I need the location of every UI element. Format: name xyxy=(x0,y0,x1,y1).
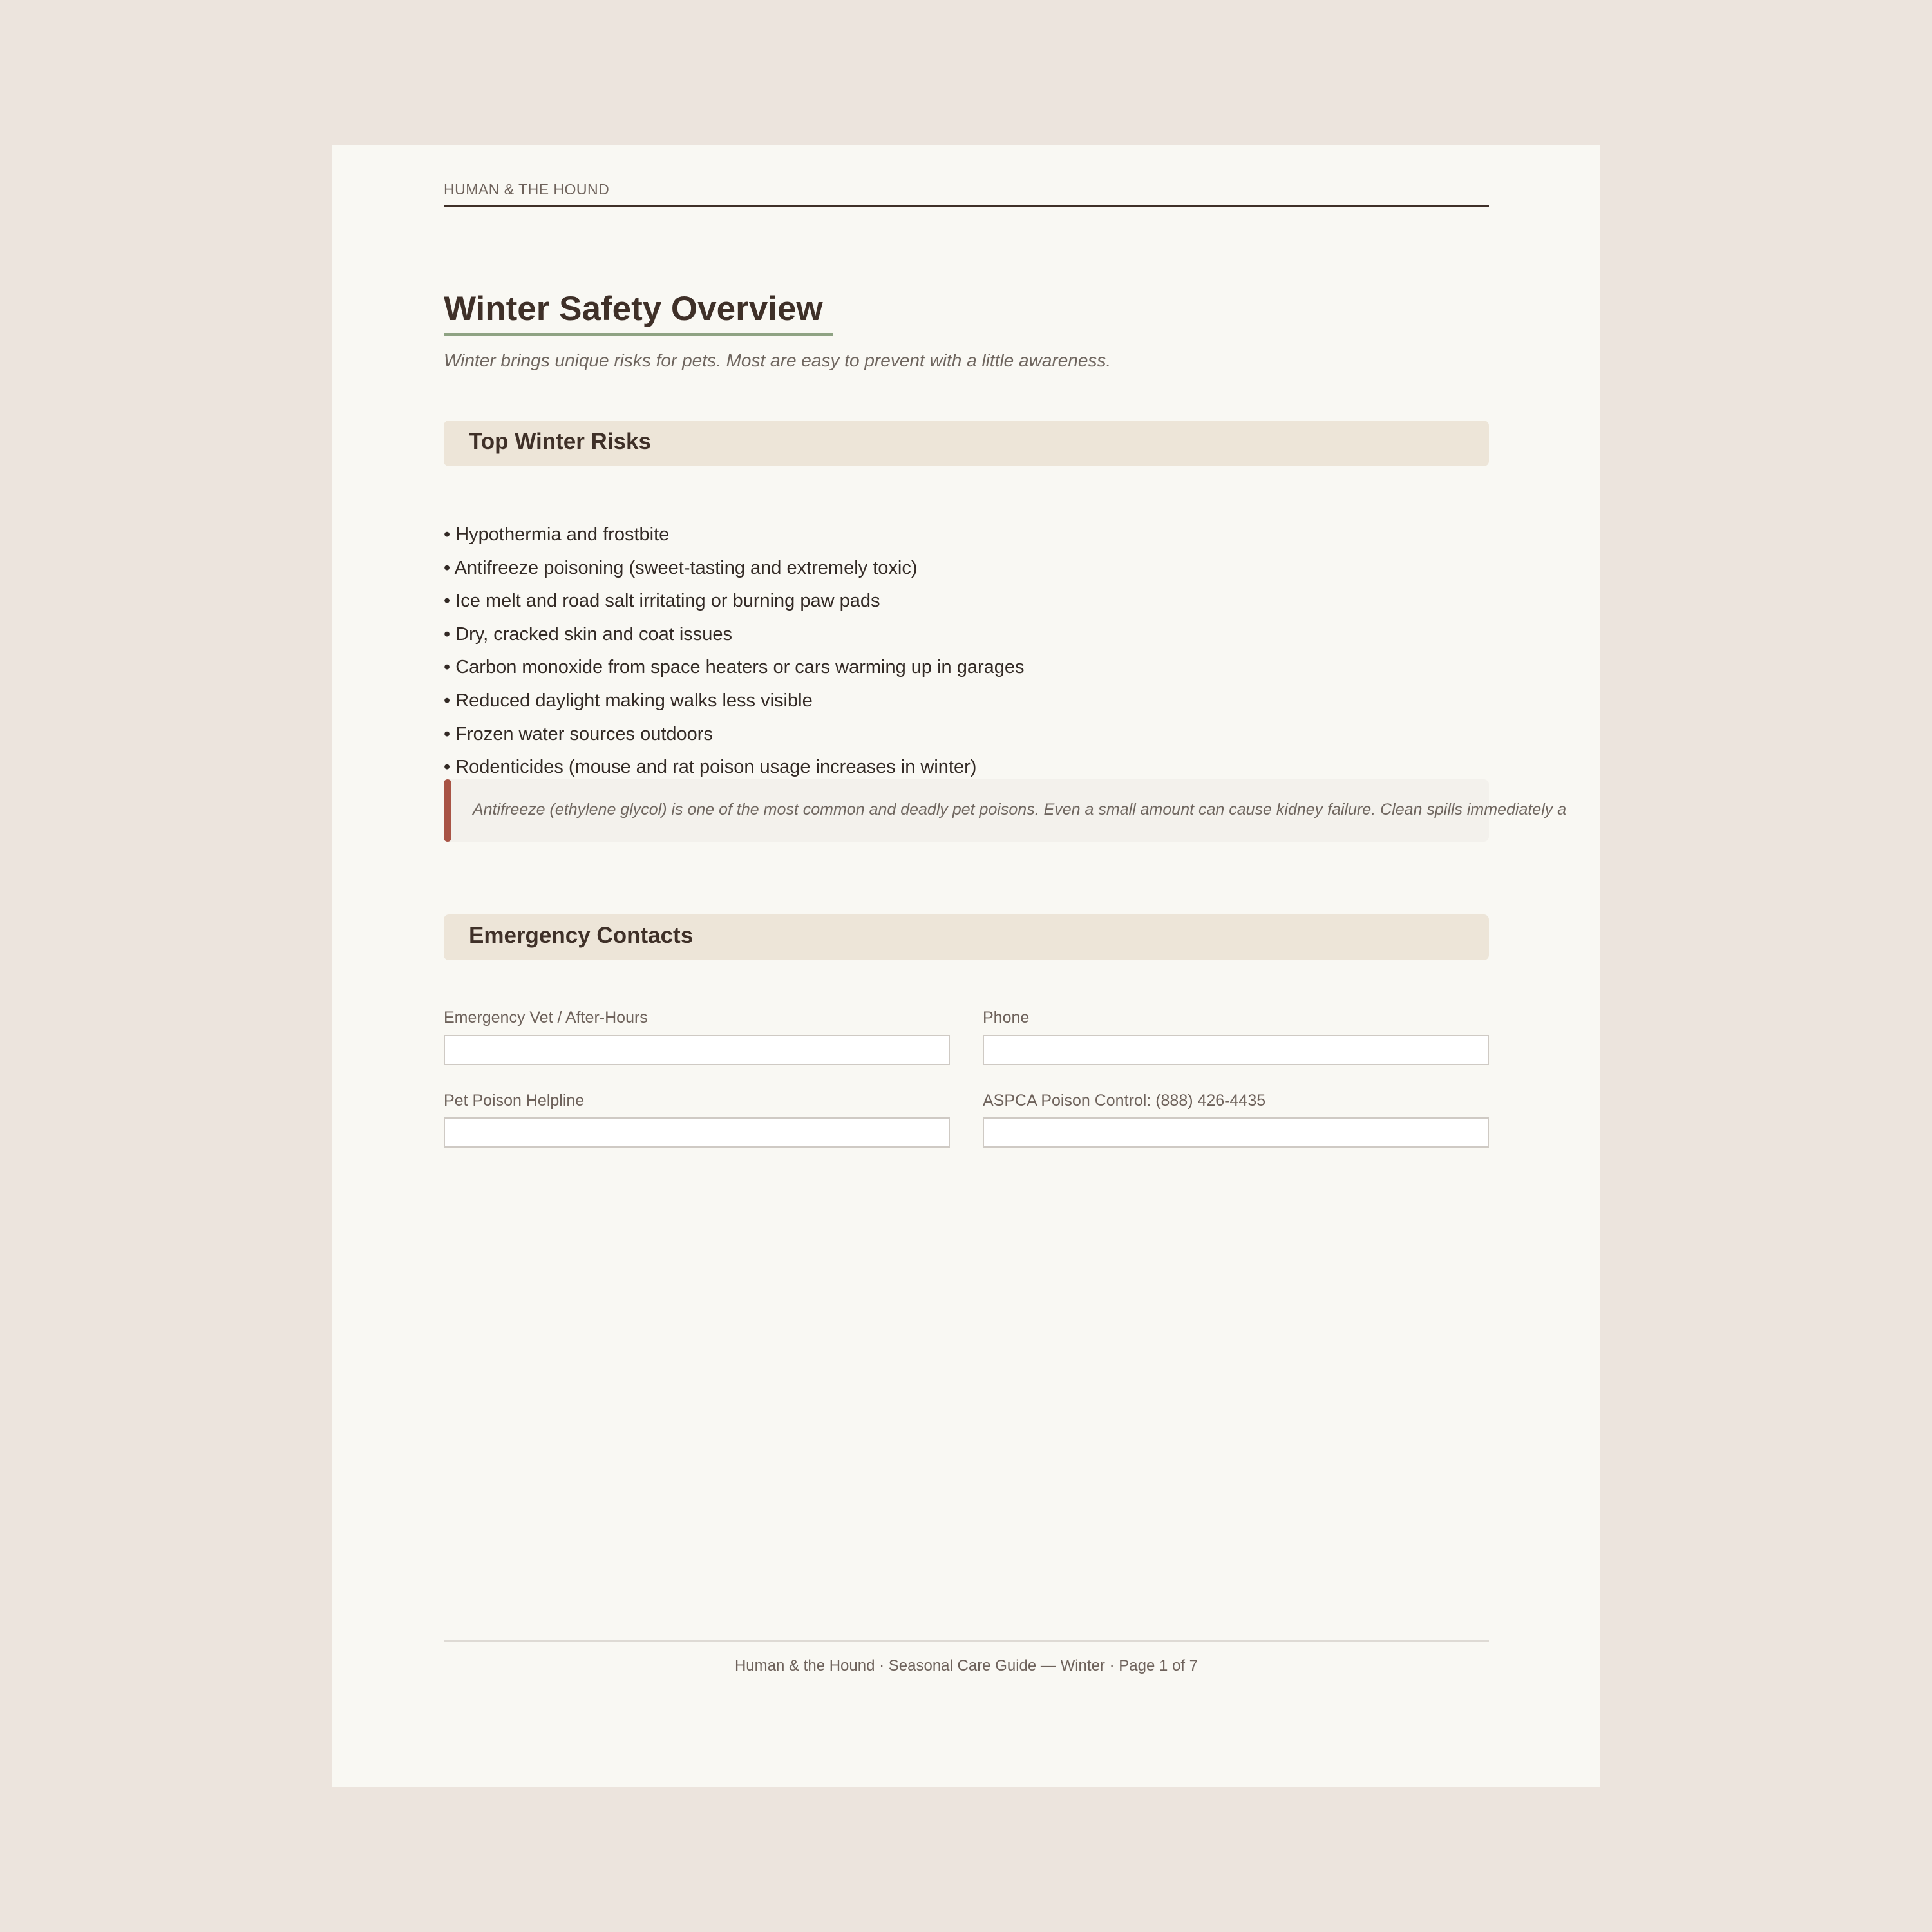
document-page xyxy=(332,145,1600,1787)
header-divider xyxy=(444,205,1489,207)
title-underline xyxy=(444,333,833,336)
list-item: • Ice melt and road salt irritating or burning paw pads xyxy=(444,591,880,612)
page-title: Winter Safety Overview xyxy=(444,290,823,328)
emergency-vet-field[interactable] xyxy=(444,1035,950,1065)
section-heading-contacts xyxy=(444,914,1489,960)
list-item: • Frozen water sources outdoors xyxy=(444,723,713,744)
page-subtitle: Winter brings unique risks for pets. Most are easy to prevent with a little awareness. xyxy=(444,350,1112,370)
page-content xyxy=(444,145,1567,1787)
antifreeze-warning-callout xyxy=(444,779,1567,842)
callout-accent-bar xyxy=(444,779,451,842)
phone-label: Phone xyxy=(983,1009,1030,1027)
callout-text: Antifreeze (ethylene glycol) is one of the most common and deadly pet poisons. Even a small amount can cause kidney failure. Clean spills immediately a xyxy=(473,800,1567,819)
footer-divider xyxy=(444,1640,1489,1642)
section-heading-risks xyxy=(444,421,1489,466)
aspca-poison-control-label: ASPCA Poison Control: (888) 426-4435 xyxy=(983,1092,1266,1110)
section-heading-text: Emergency Contacts xyxy=(469,923,694,948)
list-item: • Rodenticides (mouse and rat poison usage increases in winter) xyxy=(444,757,977,778)
pet-poison-helpline-field[interactable] xyxy=(444,1117,950,1148)
list-item: • Reduced daylight making walks less visible xyxy=(444,690,813,711)
phone-field[interactable] xyxy=(983,1035,1489,1065)
pet-poison-helpline-label: Pet Poison Helpline xyxy=(444,1092,585,1110)
list-item: • Dry, cracked skin and coat issues xyxy=(444,623,733,645)
list-item: • Antifreeze poisoning (sweet-tasting and extremely toxic) xyxy=(444,557,918,578)
brand-header: HUMAN & THE HOUND xyxy=(444,181,610,198)
aspca-poison-control-field[interactable] xyxy=(983,1117,1489,1148)
section-heading-text: Top Winter Risks xyxy=(469,429,651,454)
list-item: • Hypothermia and frostbite xyxy=(444,524,670,545)
page-footer: Human & the Hound · Seasonal Care Guide — Winter · Page 1 of 7 xyxy=(734,1657,1198,1674)
emergency-vet-label: Emergency Vet / After-Hours xyxy=(444,1009,648,1027)
risk-list xyxy=(444,518,1025,784)
list-item: • Carbon monoxide from space heaters or cars warming up in garages xyxy=(444,657,1025,678)
